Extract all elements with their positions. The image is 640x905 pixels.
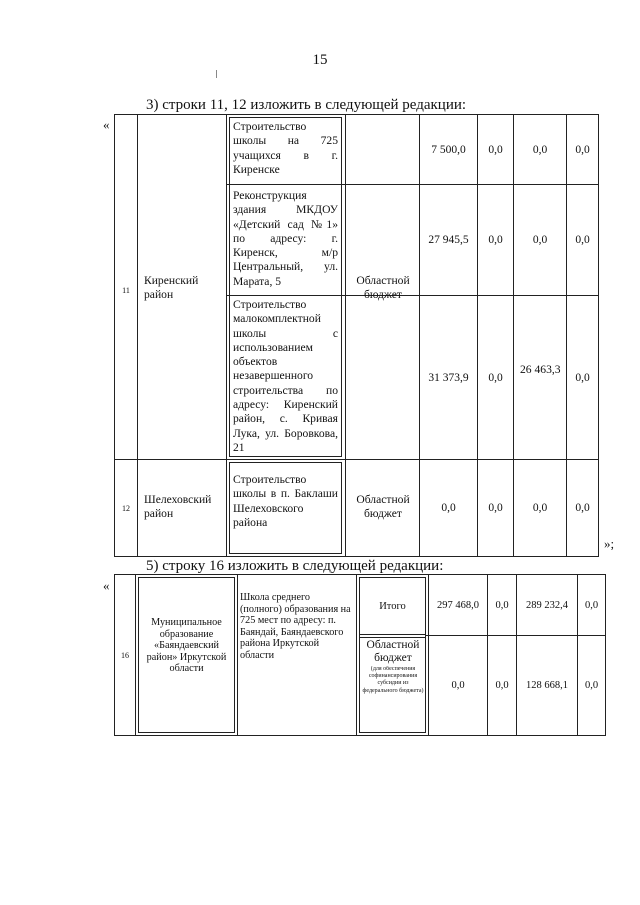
cell-value: 0,0 (575, 371, 590, 384)
cell-value: 26 463,3 (520, 363, 561, 376)
district-name: Киренский район (144, 274, 199, 301)
municipality-name: Муниципальное образование «Баяндаевский район» Иркутской области (146, 617, 227, 675)
cell-value: 0,0 (451, 680, 465, 691)
row-label-note: (для обеспечения софинансирования субсидии из федерального бюджета) (362, 666, 424, 694)
close-quote: »; (604, 536, 615, 551)
cell-value: 27 945,5 (428, 234, 469, 246)
instruction-rows-11-12: 3) строки 11, 12 изложить в следующей редакции: (146, 97, 467, 113)
cell-value: 0,0 (532, 143, 548, 156)
cell-value: 0,0 (532, 234, 548, 246)
cell-value: 0,0 (495, 599, 509, 611)
cell-value: 0,0 (488, 502, 503, 514)
cell-value: 31 373,9 (428, 371, 469, 384)
cell-value: 128 668,1 (526, 680, 568, 691)
cell-value: 0,0 (488, 371, 503, 384)
row-label-regional-budget: Областной бюджет (366, 639, 420, 664)
district-name: Шелеховский район (144, 493, 212, 521)
project-text: Строительство малокомплектной школы с использованием объектов незавершенного строительства по адресу: Киренский район, с. Кривая Лука, ул. Боровкова, 21 (233, 298, 338, 454)
cell-value: 0,0 (441, 502, 456, 514)
cell-value: 297 468,0 (437, 599, 479, 611)
project-text: Строительство школы в п. Баклаши Шелеховского района (233, 473, 338, 529)
row-number: 16 (121, 650, 129, 660)
row-number: 12 (122, 503, 130, 513)
row-label-total: Итого (379, 600, 406, 612)
project-text: Строительство школы на 725 учащихся в г. Киренске (233, 120, 338, 176)
cell-value: 7 500,0 (431, 143, 466, 156)
cell-value: 0,0 (488, 143, 503, 156)
cell-value: 0,0 (575, 143, 590, 156)
project-text: Реконструкция здания МКДОУ «Детский сад №1» по адресу: г. Киренск, м/р Центральный, ул. Марата, 5 (233, 189, 338, 288)
instruction-row-16: 5) строку 16 изложить в следующей редакции: (146, 558, 444, 574)
row-number: 11 (122, 285, 130, 295)
funding-source: Областной бюджет (356, 493, 410, 521)
open-quote: « (103, 578, 110, 593)
cell-value: 289 232,4 (526, 599, 568, 611)
page-number: 15 (312, 52, 328, 68)
cell-value: 0,0 (584, 599, 599, 611)
project-text: Школа среднего (полного) образования на 725 мест по адресу: п. Баяндай, Баяндаевского района Иркутской области (240, 592, 351, 661)
cell-value: 0,0 (532, 502, 548, 514)
cell-value: 0,0 (575, 234, 590, 246)
cell-value: 0,0 (584, 680, 599, 691)
funding-source: Областной бюджет (356, 274, 410, 302)
scan-mark (216, 70, 217, 78)
open-quote: « (103, 117, 110, 132)
cell-value: 0,0 (488, 234, 503, 246)
cell-value: 0,0 (575, 502, 590, 514)
cell-value: 0,0 (495, 680, 509, 691)
